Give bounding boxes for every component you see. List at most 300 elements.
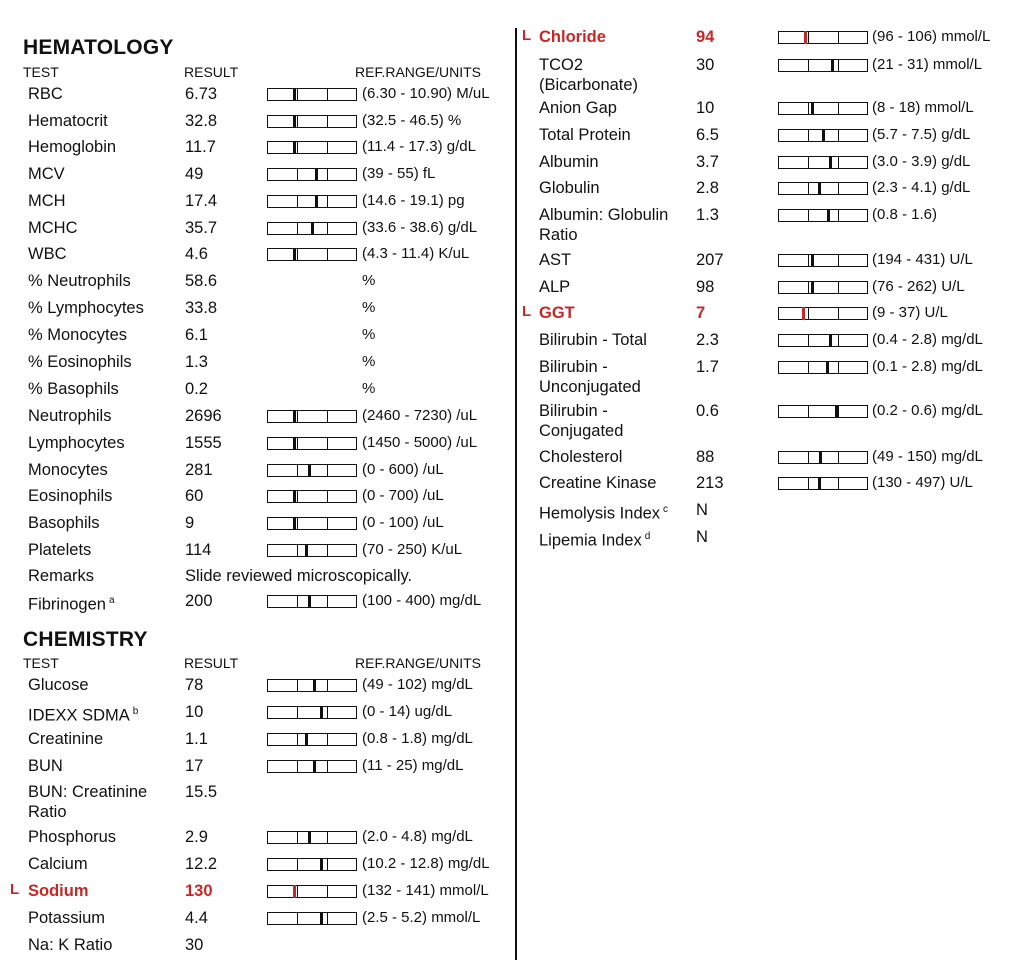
reference-range: (0.4 - 2.8) mg/dL — [872, 331, 983, 348]
chemistry-header-result: RESULT — [184, 655, 239, 671]
test-name-cell — [28, 486, 112, 506]
result-value: 10 — [696, 99, 715, 117]
range-bar-divider — [327, 734, 328, 745]
range-bar — [267, 912, 357, 925]
range-bar-divider — [808, 32, 809, 43]
test-name-cell — [28, 379, 119, 399]
range-bar — [267, 733, 357, 746]
reference-range: (4.3 - 11.4) K/uL — [362, 245, 470, 262]
test-name: IDEXX SDMA — [28, 706, 130, 725]
footnote-marker: c — [663, 504, 669, 515]
range-bar — [267, 464, 357, 477]
result-value: 49 — [185, 165, 204, 183]
test-name-cell — [28, 433, 125, 453]
range-marker — [811, 254, 814, 267]
table-row — [0, 433, 512, 459]
range-marker — [819, 451, 822, 464]
range-bar-divider — [297, 89, 298, 100]
result-value: 11.7 — [185, 138, 216, 156]
range-bar-divider — [327, 169, 328, 180]
test-name-cell — [28, 908, 105, 928]
table-row — [0, 218, 512, 244]
range-bar — [778, 477, 868, 490]
result-value: 0.2 — [185, 380, 208, 398]
range-bar-divider — [327, 596, 328, 607]
test-name-cell — [28, 191, 66, 211]
range-bar-divider — [808, 308, 809, 319]
range-bar-divider — [808, 60, 809, 71]
range-marker — [305, 544, 308, 557]
reference-range: (10.2 - 12.8) mg/dL — [362, 855, 490, 872]
table-row — [0, 782, 512, 821]
range-bar-divider — [297, 116, 298, 127]
test-name: TCO2 — [539, 56, 584, 74]
test-name: Remarks — [28, 567, 95, 585]
test-name-cell — [539, 277, 570, 297]
column-divider — [515, 28, 517, 960]
reference-range: (9 - 37) U/L — [872, 304, 948, 321]
test-name: Fibrinogen — [28, 595, 106, 614]
range-bar-divider — [838, 362, 839, 373]
reference-range: (3.0 - 3.9) g/dL — [872, 153, 971, 170]
range-bar-divider — [327, 491, 328, 502]
range-bar-divider — [297, 196, 298, 207]
range-bar-divider — [327, 761, 328, 772]
chemistry-header-ref: REF.RANGE/UNITS — [355, 655, 482, 671]
result-value: 17 — [185, 757, 204, 775]
range-bar-divider — [808, 103, 809, 114]
range-bar — [267, 168, 357, 181]
table-row — [0, 352, 512, 378]
test-name: GGT — [539, 304, 575, 322]
result-value: 94 — [696, 28, 715, 46]
range-bar-divider — [838, 103, 839, 114]
range-bar-divider — [327, 886, 328, 897]
range-bar-divider — [297, 734, 298, 745]
table-row — [518, 125, 1024, 151]
reference-range: (96 - 106) mmol/L — [872, 28, 991, 45]
range-bar — [267, 595, 357, 608]
test-name: ALP — [539, 278, 571, 296]
range-bar — [267, 248, 357, 261]
chemistry-header-test: TEST — [23, 655, 59, 671]
range-bar-divider — [297, 913, 298, 924]
table-row — [0, 137, 512, 163]
percent-unit: % — [362, 299, 376, 316]
table-row — [0, 513, 512, 539]
table-row — [0, 566, 512, 592]
range-marker — [308, 595, 311, 608]
result-value: 78 — [185, 676, 204, 694]
range-bar-divider — [808, 210, 809, 221]
test-name: Anion Gap — [539, 99, 617, 117]
range-marker — [829, 334, 832, 347]
result-value: 0.6 — [696, 402, 719, 420]
table-row — [0, 702, 512, 728]
chemistry-title: CHEMISTRY — [23, 628, 148, 651]
range-marker — [831, 59, 834, 72]
test-name-cell — [539, 357, 641, 397]
percent-unit: % — [362, 272, 376, 289]
range-marker — [827, 209, 830, 222]
test-name-line2: Unconjugated — [539, 378, 641, 396]
reference-range: (33.6 - 38.6) g/dL — [362, 219, 478, 236]
test-name: Total Protein — [539, 126, 631, 144]
test-name-cell — [28, 244, 67, 264]
table-row — [518, 152, 1024, 178]
range-bar-divider — [838, 130, 839, 141]
range-bar-divider — [808, 183, 809, 194]
test-name-cell — [539, 250, 571, 270]
test-name: MCH — [28, 192, 66, 210]
range-bar — [778, 307, 868, 320]
result-value: 17.4 — [185, 192, 218, 210]
result-value: 2.9 — [185, 828, 208, 846]
result-value: 130 — [185, 882, 213, 900]
table-row — [518, 357, 1024, 396]
result-value: 10 — [185, 703, 204, 721]
low-flag: L — [522, 27, 532, 44]
range-bar-divider — [297, 438, 298, 449]
result-value: 1.7 — [696, 358, 719, 376]
range-bar-divider — [327, 913, 328, 924]
test-name: % Eosinophils — [28, 353, 132, 371]
reference-range: (76 - 262) U/L — [872, 278, 965, 295]
range-bar — [778, 102, 868, 115]
test-name-cell — [28, 854, 88, 874]
table-row — [518, 500, 1024, 526]
result-value: 2.3 — [696, 331, 719, 349]
range-bar — [778, 334, 868, 347]
range-bar-divider — [838, 255, 839, 266]
result-value: N — [696, 528, 708, 546]
table-row — [0, 540, 512, 566]
result-value: 4.6 — [185, 245, 208, 263]
test-name-cell — [28, 935, 112, 955]
range-marker — [293, 437, 296, 450]
result-value: 60 — [185, 487, 204, 505]
footnote-marker: b — [132, 706, 139, 717]
range-marker — [320, 912, 323, 925]
table-row — [518, 98, 1024, 124]
result-value: 1.3 — [185, 353, 208, 371]
result-value: 114 — [185, 541, 212, 559]
range-bar-divider — [838, 183, 839, 194]
range-bar-divider — [297, 832, 298, 843]
table-row — [518, 205, 1024, 244]
reference-range: (11.4 - 17.3) g/dL — [362, 138, 476, 155]
test-name-cell — [28, 675, 89, 695]
table-row — [0, 406, 512, 432]
test-name-cell — [28, 271, 131, 291]
range-bar — [267, 222, 357, 235]
test-name: Hematocrit — [28, 112, 108, 130]
range-bar-divider — [808, 452, 809, 463]
test-name: % Neutrophils — [28, 272, 131, 290]
range-bar-divider — [297, 545, 298, 556]
test-name: Bilirubin - Total — [539, 331, 647, 349]
result-value: 98 — [696, 278, 715, 296]
range-bar — [778, 129, 868, 142]
range-marker — [804, 31, 807, 44]
test-name: Platelets — [28, 541, 92, 559]
result-value: 30 — [185, 936, 204, 954]
table-row — [0, 827, 512, 853]
test-name-cell — [28, 406, 111, 426]
range-bar-divider — [297, 169, 298, 180]
test-name-line2: Ratio — [539, 226, 578, 244]
range-bar-divider — [327, 707, 328, 718]
range-bar-divider — [838, 60, 839, 71]
test-name: Creatinine — [28, 730, 104, 748]
test-name-line2: Ratio — [28, 803, 67, 821]
range-bar — [267, 679, 357, 692]
reference-range: (2460 - 7230) /uL — [362, 407, 478, 424]
range-bar-divider — [838, 308, 839, 319]
test-name: Bilirubin - — [539, 358, 608, 376]
range-bar-divider — [838, 478, 839, 489]
test-name-cell — [28, 881, 89, 901]
range-bar-divider — [327, 249, 328, 260]
range-bar-divider — [297, 465, 298, 476]
reference-range: (39 - 55) fL — [362, 165, 436, 182]
reference-range: (6.30 - 10.90) M/uL — [362, 85, 490, 102]
range-bar-divider — [327, 196, 328, 207]
range-marker — [811, 102, 814, 115]
result-value: 35.7 — [185, 219, 218, 237]
result-value: 33.8 — [185, 299, 218, 317]
result-value: 88 — [696, 448, 715, 466]
range-bar — [267, 885, 357, 898]
table-row — [518, 277, 1024, 303]
test-name-cell — [539, 55, 638, 95]
result-value: 32.8 — [185, 112, 218, 130]
range-marker — [308, 464, 311, 477]
table-row — [0, 935, 512, 961]
range-bar — [778, 31, 868, 44]
result-value: 207 — [696, 251, 724, 269]
low-flag: L — [10, 881, 20, 898]
test-name-cell — [28, 137, 116, 157]
table-row — [0, 908, 512, 934]
test-name-cell — [539, 178, 600, 198]
percent-unit: % — [362, 380, 376, 397]
range-bar-divider — [808, 130, 809, 141]
low-flag: L — [522, 303, 532, 320]
test-name-cell — [28, 566, 94, 586]
percent-unit: % — [362, 326, 376, 343]
table-row — [518, 527, 1024, 553]
hematology-header-ref: REF.RANGE/UNITS — [355, 64, 482, 80]
range-marker — [315, 195, 318, 208]
range-marker — [822, 129, 825, 142]
table-row — [0, 675, 512, 701]
test-name-cell — [539, 303, 575, 323]
table-row — [0, 271, 512, 297]
range-bar-divider — [808, 282, 809, 293]
table-row — [0, 881, 512, 907]
test-name-cell — [28, 84, 63, 104]
test-name-cell — [539, 527, 650, 551]
test-name-line2: Conjugated — [539, 422, 624, 440]
table-row — [518, 330, 1024, 356]
range-bar — [778, 59, 868, 72]
test-name: RBC — [28, 85, 63, 103]
test-name: AST — [539, 251, 572, 269]
range-bar-divider — [838, 157, 839, 168]
range-bar-divider — [808, 255, 809, 266]
test-name: WBC — [28, 245, 67, 263]
table-row — [0, 325, 512, 351]
range-bar — [267, 517, 357, 530]
result-value: 6.73 — [185, 85, 218, 103]
table-row — [0, 111, 512, 137]
reference-range: (0 - 14) ug/dL — [362, 703, 453, 720]
range-bar — [778, 182, 868, 195]
reference-range: (0.2 - 0.6) mg/dL — [872, 402, 983, 419]
test-name-cell — [28, 782, 147, 822]
range-bar — [267, 544, 357, 557]
result-value: 1.1 — [185, 730, 208, 748]
range-bar-divider — [838, 282, 839, 293]
table-row — [0, 591, 512, 617]
table-row — [518, 447, 1024, 473]
result-value: 4.4 — [185, 909, 208, 927]
range-bar-divider — [838, 335, 839, 346]
range-bar-divider — [297, 142, 298, 153]
result-value: 2.8 — [696, 179, 719, 197]
range-bar-divider — [327, 859, 328, 870]
test-name: % Monocytes — [28, 326, 128, 344]
table-row — [0, 191, 512, 217]
test-name: Sodium — [28, 882, 89, 900]
test-name-cell — [539, 473, 656, 493]
range-marker — [313, 760, 316, 773]
test-name-cell — [539, 98, 617, 118]
test-name: Albumin: Globulin — [539, 206, 669, 224]
test-name: Basophils — [28, 514, 100, 532]
range-marker — [320, 706, 323, 719]
test-name-cell — [28, 218, 78, 238]
result-value: 6.1 — [185, 326, 208, 344]
range-bar-divider — [838, 452, 839, 463]
test-name-cell — [539, 205, 668, 245]
range-bar — [267, 490, 357, 503]
test-name: BUN — [28, 757, 63, 775]
range-bar-divider — [808, 362, 809, 373]
range-marker — [811, 281, 814, 294]
reference-range: (0.8 - 1.6) — [872, 206, 938, 223]
table-row — [0, 486, 512, 512]
test-name-cell — [539, 447, 622, 467]
reference-range: (1450 - 5000) /uL — [362, 434, 478, 451]
test-name-cell — [28, 298, 144, 318]
range-bar — [267, 88, 357, 101]
range-marker — [293, 517, 296, 530]
reference-range: (21 - 31) mmol/L — [872, 56, 983, 73]
result-value: 9 — [185, 514, 195, 532]
reference-range: (2.5 - 5.2) mmol/L — [362, 909, 481, 926]
result-value: 12.2 — [185, 855, 218, 873]
table-row — [0, 164, 512, 190]
range-marker — [293, 115, 296, 128]
footnote-marker: a — [108, 595, 115, 606]
reference-range: (49 - 150) mg/dL — [872, 448, 983, 465]
test-name: Na: K Ratio — [28, 936, 113, 954]
range-bar-divider — [327, 411, 328, 422]
range-bar — [778, 451, 868, 464]
table-row — [518, 250, 1024, 276]
reference-range: (5.7 - 7.5) g/dL — [872, 126, 971, 143]
range-marker — [802, 307, 805, 320]
range-bar — [778, 254, 868, 267]
test-name-cell — [28, 352, 132, 372]
range-bar-divider — [327, 438, 328, 449]
reference-range: (100 - 400) mg/dL — [362, 592, 482, 609]
range-bar-divider — [327, 518, 328, 529]
test-name: Hemoglobin — [28, 138, 117, 156]
result-value: 213 — [696, 474, 724, 492]
reference-range: (11 - 25) mg/dL — [362, 757, 464, 774]
result-value: Slide reviewed microscopically. — [185, 567, 413, 585]
reference-range: (194 - 431) U/L — [872, 251, 973, 268]
range-bar — [267, 858, 357, 871]
range-bar-divider — [297, 859, 298, 870]
table-row — [0, 244, 512, 270]
table-row — [0, 854, 512, 880]
range-marker — [313, 679, 316, 692]
table-row — [518, 178, 1024, 204]
result-value: 58.6 — [185, 272, 218, 290]
result-value: N — [696, 501, 708, 519]
test-name-cell — [539, 125, 631, 145]
range-bar-divider — [808, 406, 809, 417]
reference-range: (70 - 250) K/uL — [362, 541, 463, 558]
hematology-header-test: TEST — [23, 64, 59, 80]
test-name-line2: (Bicarbonate) — [539, 76, 639, 94]
test-name: Calcium — [28, 855, 88, 873]
result-value: 30 — [696, 56, 715, 74]
reference-range: (2.3 - 4.1) g/dL — [872, 179, 971, 196]
range-bar-divider — [327, 465, 328, 476]
range-bar — [267, 195, 357, 208]
test-name: Creatine Kinase — [539, 474, 657, 492]
range-marker — [315, 168, 318, 181]
reference-range: (132 - 141) mmol/L — [362, 882, 489, 899]
test-name-cell — [28, 756, 63, 776]
test-name: Bilirubin - — [539, 402, 608, 420]
range-marker — [305, 733, 308, 746]
range-bar-divider — [808, 335, 809, 346]
range-bar — [267, 437, 357, 450]
range-bar — [778, 281, 868, 294]
test-name-cell — [28, 827, 116, 847]
reference-range: (2.0 - 4.8) mg/dL — [362, 828, 473, 845]
range-bar-divider — [297, 223, 298, 234]
result-value: 1555 — [185, 434, 222, 452]
range-bar-divider — [327, 832, 328, 843]
range-marker — [308, 831, 311, 844]
test-name-cell — [28, 164, 65, 184]
table-row — [518, 401, 1024, 440]
test-name-cell — [539, 27, 606, 47]
reference-range: (0 - 600) /uL — [362, 461, 444, 478]
table-row — [518, 27, 1024, 53]
result-value: 1.3 — [696, 206, 719, 224]
test-name: MCV — [28, 165, 65, 183]
table-row — [518, 55, 1024, 94]
test-name-cell — [28, 729, 103, 749]
